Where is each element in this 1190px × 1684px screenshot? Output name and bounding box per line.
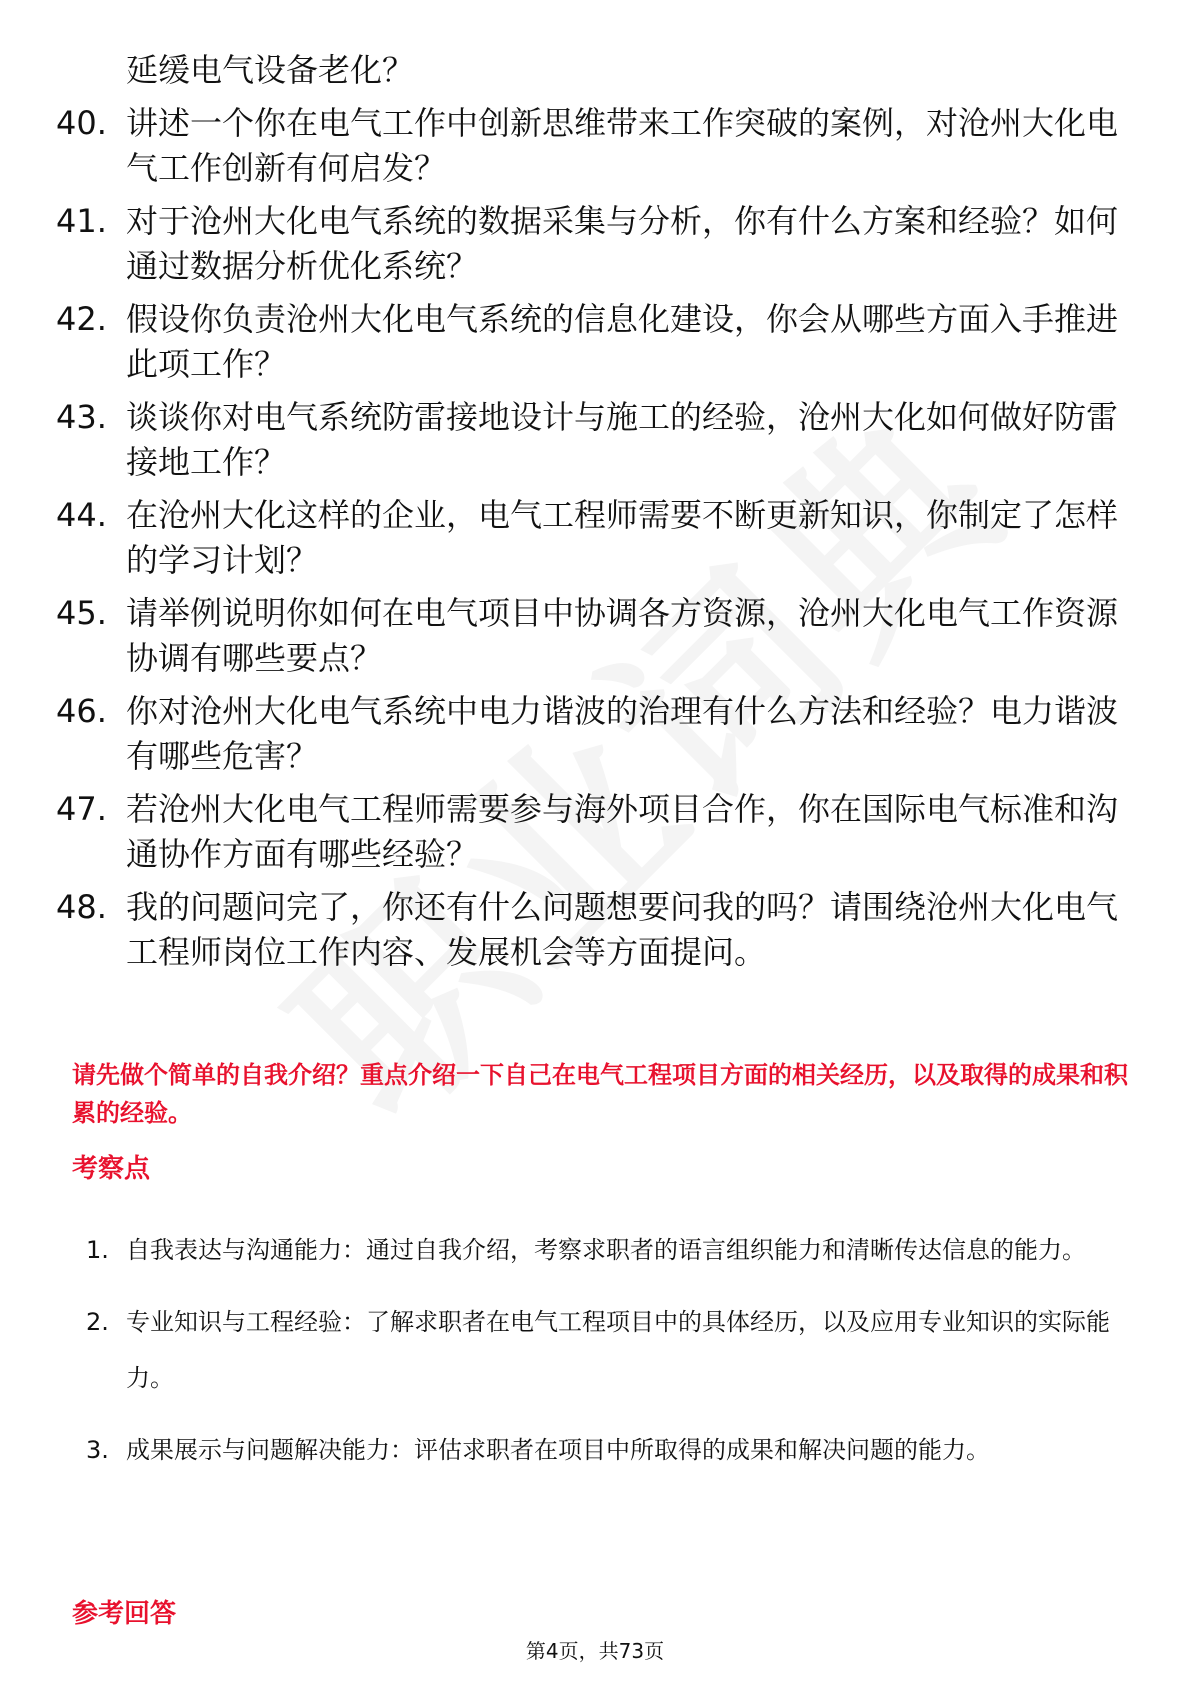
assessment-point-list bbox=[0, 1222, 1190, 1494]
question-number: 42. bbox=[56, 300, 107, 338]
assessment-point bbox=[0, 1422, 1190, 1478]
point-number: 1. bbox=[86, 1236, 109, 1264]
question-item bbox=[0, 395, 1190, 485]
assessment-point bbox=[0, 1294, 1190, 1406]
question-text: 讲述一个你在电气工作中创新思维带来工作突破的案例，对沧州大化电气工作创新有何启发？ bbox=[126, 104, 1119, 187]
page-number: 第4页，共73页 bbox=[525, 1639, 665, 1663]
question-continuation bbox=[0, 48, 1190, 93]
question-text: 你对沧州大化电气系统中电力谐波的治理有什么方法和经验？电力谐波有哪些危害？ bbox=[126, 692, 1119, 775]
question-item bbox=[0, 591, 1190, 681]
question-text: 在沧州大化这样的企业，电气工程师需要不断更新知识，你制定了怎样的学习计划？ bbox=[126, 496, 1119, 579]
question-item bbox=[0, 885, 1190, 975]
question-number: 48. bbox=[56, 888, 107, 926]
point-text: 自我表达与沟通能力：通过自我介绍，考察求职者的语言组织能力和清晰传达信息的能力。 bbox=[126, 1236, 1086, 1264]
question-list bbox=[0, 48, 1190, 975]
question-number: 41. bbox=[56, 202, 107, 240]
question-item bbox=[0, 689, 1190, 779]
question-text: 若沧州大化电气工程师需要参与海外项目合作，你在国际电气标准和沟通协作方面有哪些经验？ bbox=[126, 790, 1119, 873]
question-number: 47. bbox=[56, 790, 107, 828]
question-text: 假设你负责沧州大化电气系统的信息化建设，你会从哪些方面入手推进此项工作？ bbox=[126, 300, 1119, 383]
point-text: 成果展示与问题解决能力：评估求职者在项目中所取得的成果和解决问题的能力。 bbox=[126, 1436, 990, 1464]
question-item bbox=[0, 493, 1190, 583]
question-number: 46. bbox=[56, 692, 107, 730]
question-text: 对于沧州大化电气系统的数据采集与分析，你有什么方案和经验？如何通过数据分析优化系统？ bbox=[126, 202, 1119, 285]
question-item bbox=[0, 101, 1190, 191]
question-text: 我的问题问完了，你还有什么问题想要问我的吗？请围绕沧州大化电气工程师岗位工作内容、发展机会等方面提问。 bbox=[126, 888, 1119, 971]
question-number: 44. bbox=[56, 496, 107, 534]
section-title-reference-answer: 参考回答 bbox=[72, 1599, 177, 1629]
assessment-point bbox=[0, 1222, 1190, 1278]
interview-prompt: 请先做个简单的自我介绍？重点介绍一下自己在电气工程项目方面的相关经历，以及取得的成果和积累的经验。 bbox=[72, 1061, 1128, 1127]
section-title-assessment-points: 考察点 bbox=[72, 1154, 151, 1184]
question-text: 谈谈你对电气系统防雷接地设计与施工的经验，沧州大化如何做好防雷接地工作？ bbox=[126, 398, 1119, 481]
question-number: 45. bbox=[56, 594, 107, 632]
question-item bbox=[0, 787, 1190, 877]
point-number: 3. bbox=[86, 1436, 109, 1464]
question-number: 43. bbox=[56, 398, 107, 436]
point-text: 专业知识与工程经验：了解求职者在电气工程项目中的具体经历，以及应用专业知识的实际能力。 bbox=[126, 1308, 1110, 1392]
point-number: 2. bbox=[86, 1308, 109, 1336]
question-text: 延缓电气设备老化？ bbox=[126, 51, 415, 89]
question-text: 请举例说明你如何在电气项目中协调各方资源，沧州大化电气工作资源协调有哪些要点？ bbox=[126, 594, 1119, 677]
question-item bbox=[0, 199, 1190, 289]
question-number: 40. bbox=[56, 104, 107, 142]
question-item bbox=[0, 297, 1190, 387]
